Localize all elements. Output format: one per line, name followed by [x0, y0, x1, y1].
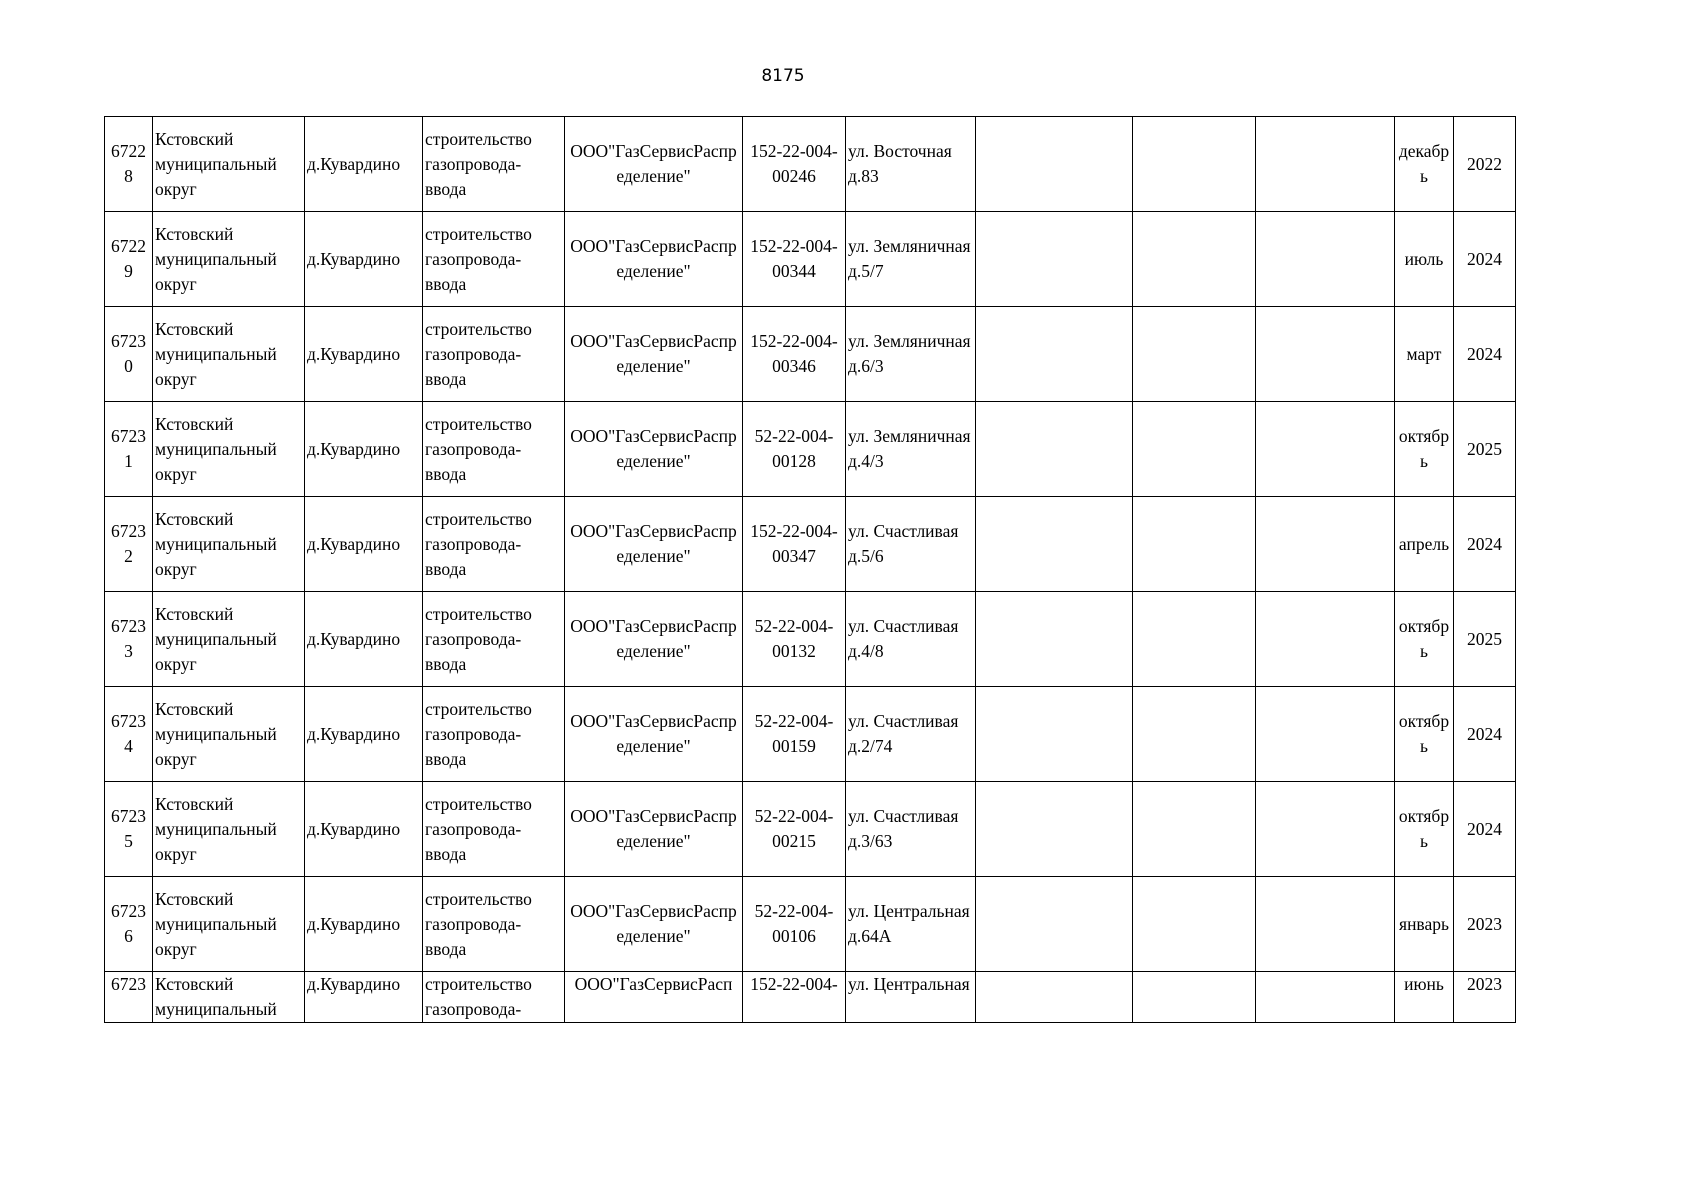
- address-cell: ул. Центральная: [846, 972, 976, 1023]
- organization-cell: ООО"ГазСервисРасп: [565, 972, 743, 1023]
- record-number: 67228: [105, 117, 153, 212]
- empty-cell: [1133, 782, 1256, 877]
- table-row: [105, 592, 1516, 687]
- year-cell: 2025: [1454, 402, 1516, 497]
- empty-cell: [976, 972, 1133, 1023]
- record-number: 67236: [105, 877, 153, 972]
- organization-cell: ООО"ГазСервисРаспределение": [565, 782, 743, 877]
- district-cell: Кстовский муниципальный округ: [153, 212, 305, 307]
- address-cell: ул. Земляничная д.4/3: [846, 402, 976, 497]
- empty-cell: [1256, 972, 1395, 1023]
- empty-cell: [1133, 117, 1256, 212]
- table-row: [105, 497, 1516, 592]
- organization-cell: ООО"ГазСервисРаспределение": [565, 307, 743, 402]
- empty-cell: [1133, 307, 1256, 402]
- locality-cell: д.Кувардино: [305, 877, 423, 972]
- empty-cell: [1133, 212, 1256, 307]
- registry-table: [104, 116, 1516, 1023]
- record-number: 67233: [105, 592, 153, 687]
- district-cell: Кстовский муниципальный округ: [153, 117, 305, 212]
- empty-cell: [976, 687, 1133, 782]
- work-type-cell: строительство газопровода-ввода: [423, 782, 565, 877]
- empty-cell: [1133, 972, 1256, 1023]
- work-type-cell: строительство газопровода-ввода: [423, 592, 565, 687]
- year-cell: 2024: [1454, 212, 1516, 307]
- address-cell: ул. Счастливая д.4/8: [846, 592, 976, 687]
- locality-cell: д.Кувардино: [305, 592, 423, 687]
- district-cell: Кстовский муниципальный: [153, 972, 305, 1023]
- record-number: 67235: [105, 782, 153, 877]
- empty-cell: [1256, 212, 1395, 307]
- empty-cell: [1256, 592, 1395, 687]
- work-type-cell: строительство газопровода-ввода: [423, 687, 565, 782]
- registry-body: [105, 117, 1516, 1023]
- table-row: [105, 687, 1516, 782]
- empty-cell: [976, 497, 1133, 592]
- work-type-cell: строительство газопровода-ввода: [423, 402, 565, 497]
- address-cell: ул. Земляничная д.6/3: [846, 307, 976, 402]
- table-row: [105, 307, 1516, 402]
- year-cell: 2025: [1454, 592, 1516, 687]
- table-row: [105, 117, 1516, 212]
- permit-code-cell: 52-22-004-00128: [743, 402, 846, 497]
- table-row: [105, 782, 1516, 877]
- address-cell: ул. Счастливая д.3/63: [846, 782, 976, 877]
- address-cell: ул. Счастливая д.2/74: [846, 687, 976, 782]
- table-row: [105, 212, 1516, 307]
- year-cell: 2022: [1454, 117, 1516, 212]
- locality-cell: д.Кувардино: [305, 117, 423, 212]
- year-cell: 2024: [1454, 782, 1516, 877]
- month-cell: январь: [1395, 877, 1454, 972]
- locality-cell: д.Кувардино: [305, 972, 423, 1023]
- work-type-cell: строительство газопровода-ввода: [423, 497, 565, 592]
- empty-cell: [976, 402, 1133, 497]
- work-type-cell: строительство газопровода-ввода: [423, 212, 565, 307]
- table-row: [105, 972, 1516, 1023]
- work-type-cell: строительство газопровода-ввода: [423, 117, 565, 212]
- month-cell: декабрь: [1395, 117, 1454, 212]
- organization-cell: ООО"ГазСервисРаспределение": [565, 497, 743, 592]
- permit-code-cell: 52-22-004-00132: [743, 592, 846, 687]
- empty-cell: [976, 307, 1133, 402]
- address-cell: ул. Центральная д.64А: [846, 877, 976, 972]
- district-cell: Кстовский муниципальный округ: [153, 497, 305, 592]
- table-row: [105, 877, 1516, 972]
- locality-cell: д.Кувардино: [305, 687, 423, 782]
- empty-cell: [1133, 592, 1256, 687]
- table-row: [105, 402, 1516, 497]
- record-number: 67232: [105, 497, 153, 592]
- locality-cell: д.Кувардино: [305, 307, 423, 402]
- locality-cell: д.Кувардино: [305, 782, 423, 877]
- year-cell: 2024: [1454, 687, 1516, 782]
- empty-cell: [976, 117, 1133, 212]
- district-cell: Кстовский муниципальный округ: [153, 307, 305, 402]
- address-cell: ул. Земляничная д.5/7: [846, 212, 976, 307]
- page-number: 8175: [761, 66, 805, 86]
- record-number: 67230: [105, 307, 153, 402]
- empty-cell: [976, 592, 1133, 687]
- permit-code-cell: 52-22-004-00106: [743, 877, 846, 972]
- record-number: 67229: [105, 212, 153, 307]
- locality-cell: д.Кувардино: [305, 497, 423, 592]
- permit-code-cell: 52-22-004-00215: [743, 782, 846, 877]
- month-cell: март: [1395, 307, 1454, 402]
- month-cell: октябрь: [1395, 782, 1454, 877]
- organization-cell: ООО"ГазСервисРаспределение": [565, 117, 743, 212]
- year-cell: 2023: [1454, 972, 1516, 1023]
- locality-cell: д.Кувардино: [305, 212, 423, 307]
- year-cell: 2024: [1454, 307, 1516, 402]
- month-cell: октябрь: [1395, 402, 1454, 497]
- record-number: 67234: [105, 687, 153, 782]
- empty-cell: [1256, 117, 1395, 212]
- permit-code-cell: 152-22-004-00344: [743, 212, 846, 307]
- work-type-cell: строительство газопровода-ввода: [423, 307, 565, 402]
- empty-cell: [1256, 307, 1395, 402]
- permit-code-cell: 152-22-004-00347: [743, 497, 846, 592]
- empty-cell: [1133, 497, 1256, 592]
- organization-cell: ООО"ГазСервисРаспределение": [565, 687, 743, 782]
- record-number: 67231: [105, 402, 153, 497]
- permit-code-cell: 152-22-004-00346: [743, 307, 846, 402]
- work-type-cell: строительство газопровода-ввода: [423, 877, 565, 972]
- empty-cell: [976, 782, 1133, 877]
- permit-code-cell: 52-22-004-00159: [743, 687, 846, 782]
- district-cell: Кстовский муниципальный округ: [153, 687, 305, 782]
- permit-code-cell: 152-22-004-: [743, 972, 846, 1023]
- empty-cell: [1256, 782, 1395, 877]
- month-cell: октябрь: [1395, 687, 1454, 782]
- locality-cell: д.Кувардино: [305, 402, 423, 497]
- empty-cell: [976, 877, 1133, 972]
- work-type-cell: строительство газопровода-: [423, 972, 565, 1023]
- year-cell: 2024: [1454, 497, 1516, 592]
- month-cell: апрель: [1395, 497, 1454, 592]
- district-cell: Кстовский муниципальный округ: [153, 877, 305, 972]
- record-number: 6723: [105, 972, 153, 1023]
- empty-cell: [1133, 687, 1256, 782]
- year-cell: 2023: [1454, 877, 1516, 972]
- month-cell: июнь: [1395, 972, 1454, 1023]
- empty-cell: [1256, 877, 1395, 972]
- organization-cell: ООО"ГазСервисРаспределение": [565, 402, 743, 497]
- organization-cell: ООО"ГазСервисРаспределение": [565, 592, 743, 687]
- empty-cell: [976, 212, 1133, 307]
- empty-cell: [1133, 402, 1256, 497]
- month-cell: октябрь: [1395, 592, 1454, 687]
- empty-cell: [1133, 877, 1256, 972]
- empty-cell: [1256, 687, 1395, 782]
- month-cell: июль: [1395, 212, 1454, 307]
- district-cell: Кстовский муниципальный округ: [153, 592, 305, 687]
- address-cell: ул. Восточная д.83: [846, 117, 976, 212]
- organization-cell: ООО"ГазСервисРаспределение": [565, 212, 743, 307]
- district-cell: Кстовский муниципальный округ: [153, 782, 305, 877]
- address-cell: ул. Счастливая д.5/6: [846, 497, 976, 592]
- organization-cell: ООО"ГазСервисРаспределение": [565, 877, 743, 972]
- empty-cell: [1256, 497, 1395, 592]
- empty-cell: [1256, 402, 1395, 497]
- district-cell: Кстовский муниципальный округ: [153, 402, 305, 497]
- permit-code-cell: 152-22-004-00246: [743, 117, 846, 212]
